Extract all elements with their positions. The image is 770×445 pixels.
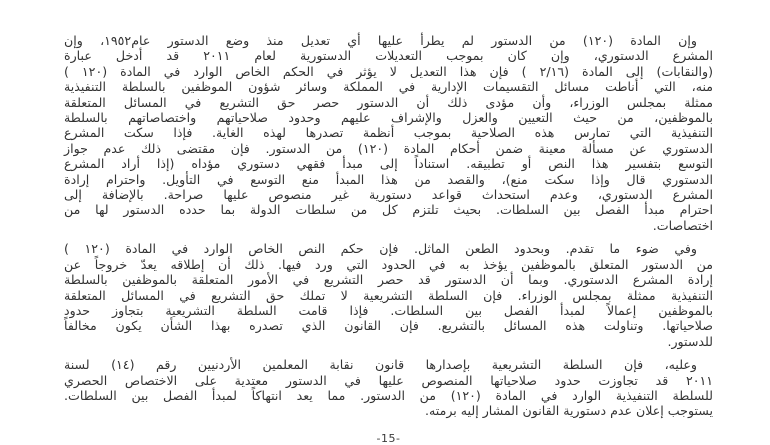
- text-line: بالموظفين، من حيث التعيين والعزل والإشراف عليهم وحدود صلاحياتهم واختصاصاتهم بالسلطة: [64, 110, 713, 126]
- text-line: ٢٠١١ قد تجاوزت حدود صلاحياتها المنصوص عليها في الدستور معتدية على الاختصاص الحصري: [64, 372, 713, 388]
- text-line: التنفيذية التي تمارس هذه الصلاحية بموجب أنظمة تصدرها لهذه الغاية. فإذا سكت المشرع: [64, 125, 713, 141]
- text-line: إرادة المشرع الدستوري. وبما أن الدستور قد حصر التشريع في الأمور المتعلقة بالموظفين بالسلطة: [64, 272, 713, 288]
- text-line: المشرع الدستوري، وعدم استحداث قواعد دستورية غير منصوص عليها صراحة. بالإضافة إلى: [64, 187, 713, 203]
- text-line: من الدستور المتعلق بالموظفين يؤخذ به في الحدود التي ورد فيها. ذلك أن إطلاقه يعدّ خروجاً عن: [64, 256, 713, 272]
- text-line: بالموظفين إعمالاً لمبدأ الفصل بين السلطات. فإذا قامت السلطة التشريعية بتجاوز حدود: [64, 302, 713, 318]
- text-line: اختصاصات.: [652, 217, 713, 233]
- paragraph: [64, 357, 713, 419]
- text-line: وعليه، فإن السلطة التشريعية بإصدارها قانون نقابة المعلمين الأردنيين رقم (١٤) لسنة: [64, 357, 697, 373]
- text-line: يستوجب إعلان عدم دستورية القانون المشار إليه برمته.: [425, 403, 713, 419]
- text-line: منه، التي أناطت مسائل التقسيمات الإدارية في المملكة وسائر شؤون الموظفين بالسلطة التنفيذية: [64, 79, 713, 95]
- text-line: احترام مبدأ الفصل بين السلطات. بحيث تلتزم كل من سلطات الدولة بما حدده الدستور لها من: [64, 202, 713, 218]
- text-line: للدستور.: [667, 333, 713, 349]
- document-body: [64, 33, 713, 419]
- text-line: صلاحياتها. وتناولت هذه المسائل بالتشريع. فإن القانون الذي تصدره بهذا الشأن يكون مخالفاً: [64, 318, 713, 334]
- page-number: -15-: [376, 431, 401, 445]
- text-line: للسلطة التنفيذية الوارد في المادة (١٢٠) من الدستور. مما يعد انتهاكاً لمبدأ الفصل بين السلطات.: [64, 387, 713, 403]
- text-line: وفي ضوء ما تقدم. وبحدود الطعن الماثل. فإن حكم النص الخاص الوارد في المادة (١٢٠ ): [64, 241, 698, 257]
- text-line: الدستوري عن مسألة معينة ضمن أحكام المادة (١٢٠) من الدستور. فإن مقتضى ذلك عدم جواز: [64, 140, 713, 156]
- text-line: التنفيذية ممثلة بمجلس الوزراء. فإن السلطة التشريعية لا تملك حق التشريع في المسائل المتعلقة: [64, 287, 713, 303]
- text-line: التوسع بتفسير هذا النص أو تطبيقه. استناداً إلى مبدأ فقهي دستوري مؤداه (إذا أراد المشرع: [64, 156, 713, 172]
- text-line: ممثلة بمجلس الوزراء، وأن مؤدى ذلك أن الدستور حصر حق التشريع في المسائل المتعلقة: [64, 94, 713, 110]
- paragraph: [64, 241, 713, 349]
- text-line: وإن المادة (١٢٠) من الدستور لم يطرأ عليها أي تعديل منذ وضع الدستور عام١٩٥٢، وإن: [64, 33, 697, 48]
- paragraph: [64, 33, 713, 233]
- text-line: المشرع الدستوري، وإن كان بموجب التعديلات الدستورية لعام ٢٠١١ قد أدخل عبارة: [64, 48, 713, 64]
- text-line: (والنقابات) إلى المادة (٢/١٦ ) فإن هذا التعديل لا يؤثر في الحكم الخاص الوارد في المادة (١٢٠ ): [64, 63, 713, 79]
- text-line: الدستوري قال وإذا سكت منع)، والقصد من هذا المبدأ منع التوسع في التأويل. واحترام إرادة: [64, 171, 713, 187]
